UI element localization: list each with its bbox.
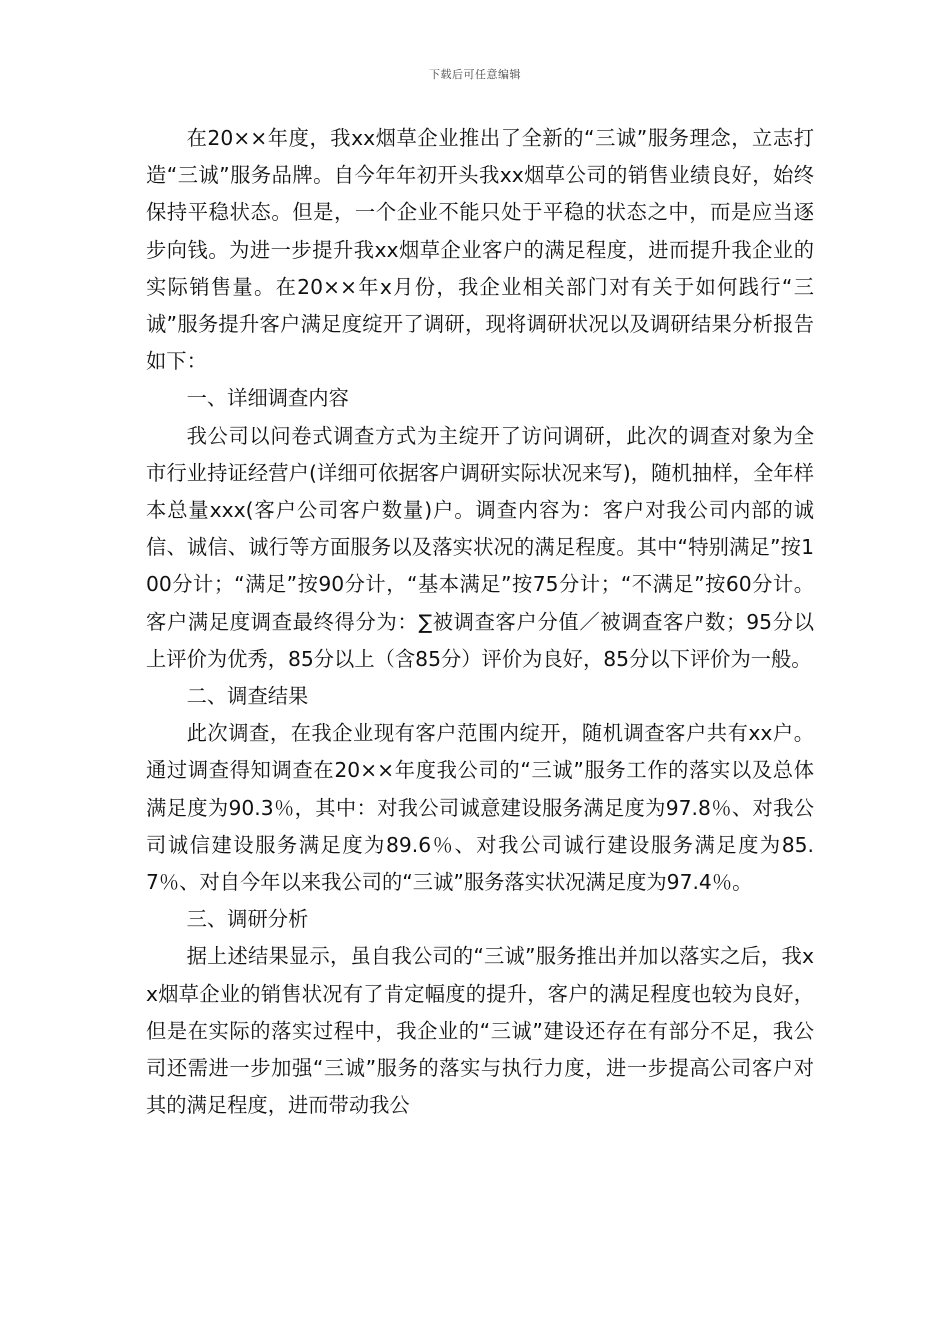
survey-results-paragraph: 此次调查，在我企业现有客户范围内绽开，随机调查客户共有xx户。通过调查得知调查在20××年度我公司的“三诚”服务工作的落实以及总体满足度为90.3％，其中：对我公司诚意建设服务满足度为97.8％、对我公司诚信建设服务满足度为89.6％、对我公司诚行建设服务满足度为85.7％、对自今年以来我公司的“三诚”服务落实状况满足度为97.4％。 [146, 721, 814, 895]
page-header: 下载后可任意编辑 [429, 68, 521, 81]
section-heading-2: 二、调查结果 [186, 684, 309, 709]
analysis-paragraph: 据上述结果显示，虽自我公司的“三诚”服务推出并加以落实之后，我xx烟草企业的销售状况有了肯定幅度的提升，客户的满足程度也较为良好，但是在实际的落实过程中，我企业的“三诚”建设还存在有部分不足，我公司还需进一步加强“三诚”服务的落实与执行力度，进一步提高公司客户对其的满足程度，进而带动我公 [146, 944, 814, 1118]
intro-paragraph: 在20××年度，我xx烟草企业推出了全新的“三诚”服务理念，立志打造“三诚”服务品牌。自今年年初开头我xx烟草公司的销售业绩良好，始终保持平稳状态。但是，一个企业不能只处于平稳的状态之中，而是应当逐步向钱。为进一步提升我xx烟草企业客户的满足程度，进而提升我企业的实际销售量。在20××年x月份，我企业相关部门对有关于如何践行“三诚”服务提升客户满足度绽开了调研，现将调研状况以及调研结果分析报告如下： [146, 126, 814, 374]
survey-content-paragraph: 我公司以问卷式调查方式为主绽开了访问调研，此次的调查对象为全市行业持证经营户(详细可依据客户调研实际状况来写)，随机抽样，全年样本总量xxx(客户公司客户数量)户。调查内容为：客户对我公司内部的诚信、诚信、诚行等方面服务以及落实状况的满足程度。其中“特别满足”按100分计；“满足”按90分计，“基本满足”按75分计；“不满足”按60分计。客户满足度调查最终得分为：∑被调查客户分值／被调查客户数；95分以上评价为优秀，85分以上（含85分）评价为良好，85分以下评价为一般。 [146, 423, 814, 671]
section-heading-3: 三、调研分析 [186, 907, 309, 932]
section-heading-1: 一、详细调查内容 [186, 386, 349, 411]
document-body [146, 120, 814, 1124]
